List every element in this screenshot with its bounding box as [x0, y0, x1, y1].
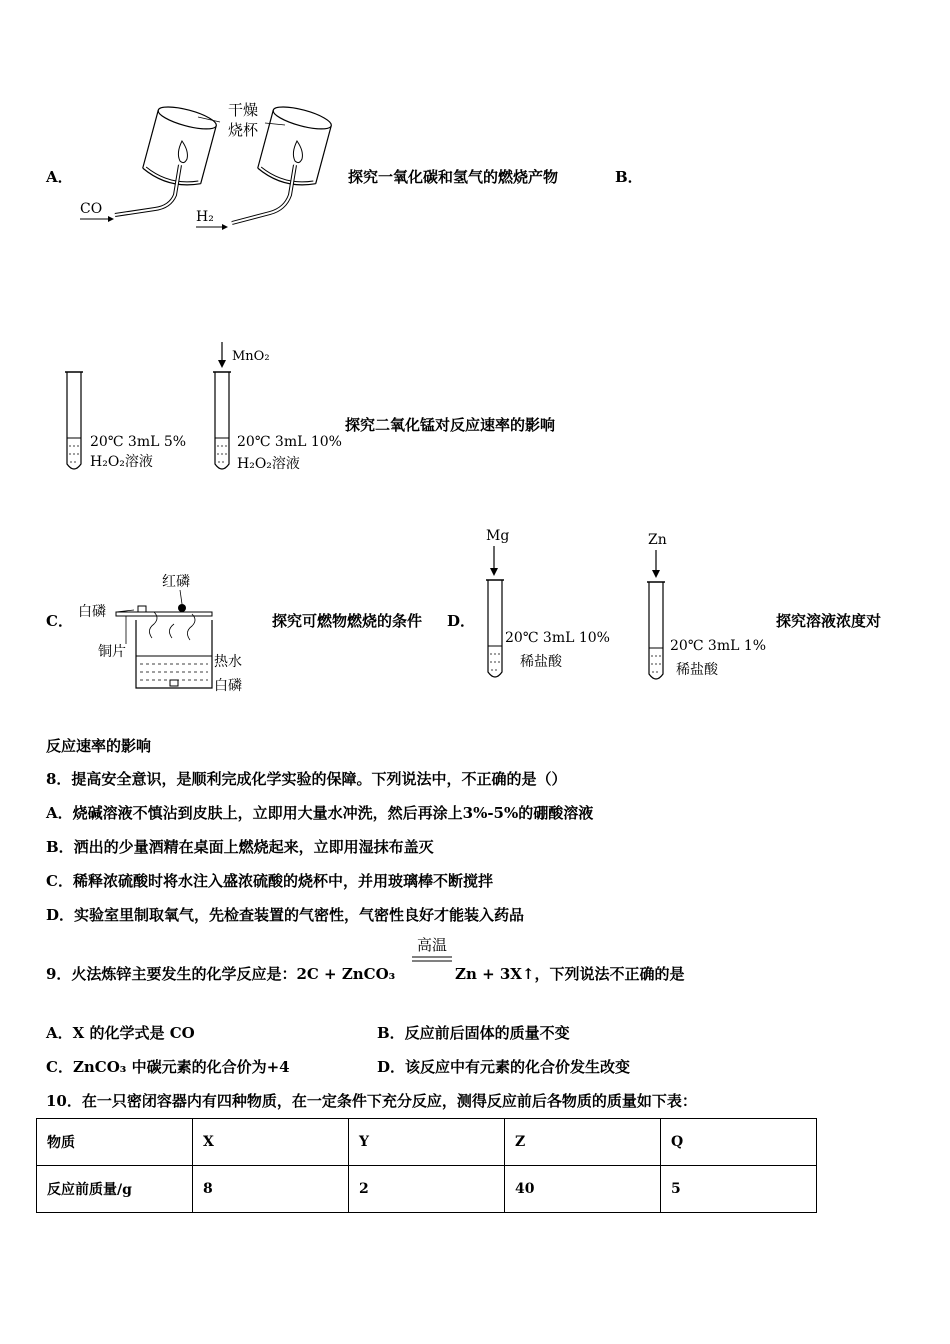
beaker-combustion-diagram [70, 95, 350, 235]
option-b-letter: B． [615, 168, 643, 186]
zn-tube-solution: 稀盐酸 [676, 662, 718, 678]
q9-option-c: C．ZnCO₃ 中碳元素的化合价为+4 [46, 1058, 290, 1076]
table-header-cell: Z [505, 1119, 661, 1166]
white-phosphorus-bottom-label: 白磷 [214, 678, 242, 694]
mass-table [36, 1118, 817, 1213]
equals-sign [412, 955, 452, 963]
dry-label: 干燥 [228, 101, 259, 119]
test-tube-10pct-hcl [486, 580, 504, 677]
test-tube-10pct [213, 372, 231, 469]
test-tube-5pct [65, 372, 83, 469]
option-d-description-1: 探究溶液浓度对 [776, 612, 882, 630]
table-header-cell: 物质 [37, 1119, 193, 1166]
table-row [37, 1166, 817, 1213]
gas-co-label: CO [80, 201, 103, 217]
test-tube-1pct-hcl [647, 582, 665, 679]
q9-reaction-condition: 高温 [416, 936, 447, 954]
q9-option-a: A．X 的化学式是 CO [46, 1024, 195, 1042]
zn-label: Zn [648, 532, 667, 548]
table-cell: 40 [505, 1166, 661, 1213]
hot-water-label: 热水 [214, 654, 242, 670]
option-a-description: 探究一氧化碳和氢气的燃烧产物 [348, 168, 559, 186]
red-phosphorus-label: 红磷 [162, 574, 190, 590]
q10-stem: 10．在一只密闭容器内有四种物质，在一定条件下充分反应，测得反应前后各物质的质量如下表： [46, 1092, 697, 1110]
table-cell: 2 [349, 1166, 505, 1213]
option-d-description-2: 反应速率的影响 [46, 737, 152, 755]
q8-option-d: D．实验室里制取氧气，先检查装置的气密性，气密性良好才能装入药品 [46, 906, 525, 924]
zn-tube-conditions: 20℃ 3mL 1% [670, 638, 767, 654]
q9-option-b: B．反应前后固体的质量不变 [377, 1024, 570, 1042]
copper-plate [116, 612, 212, 616]
beaker-label: 烧杯 [228, 121, 259, 139]
flame-2 [293, 141, 302, 163]
q8-option-c: C．稀释浓硫酸时将水注入盛浓硫酸的烧杯中，并用玻璃棒不断搅拌 [46, 872, 493, 890]
q8-option-b: B．洒出的少量酒精在桌面上燃烧起来，立即用湿抹布盖灭 [46, 838, 434, 856]
table-header-cell: Y [349, 1119, 505, 1166]
table-cell: 5 [661, 1166, 817, 1213]
mno2-label: MnO₂ [232, 349, 270, 364]
table-header-cell: Q [661, 1119, 817, 1166]
mg-tube-solution: 稀盐酸 [520, 654, 562, 670]
tube2-conditions: 20℃ 3mL 10% [237, 434, 342, 450]
table-cell: 8 [193, 1166, 349, 1213]
q9-stem-post: Zn + 3X↑，下列说法不正确的是 [455, 965, 685, 983]
mg-label: Mg [486, 528, 510, 544]
gas-h2-label: H₂ [196, 209, 214, 225]
option-d-letter: D． [447, 612, 476, 630]
tube2-solution: H₂O₂溶液 [237, 456, 300, 472]
combustion-conditions-diagram [76, 568, 266, 698]
copper-plate-label: 铜片 [98, 644, 126, 660]
option-c-letter: C． [46, 612, 73, 630]
tube1-solution: H₂O₂溶液 [90, 454, 153, 470]
q8-option-a: A．烧碱溶液不慎沾到皮肤上，立即用大量水冲洗，然后再涂上3%-5%的硼酸溶液 [46, 804, 594, 822]
acid-concentration-diagram [480, 522, 780, 692]
q9-option-d: D．该反应中有元素的化合价发生改变 [377, 1058, 631, 1076]
h2o2-test-tubes-diagram [60, 340, 350, 480]
option-a-letter: A． [46, 168, 73, 186]
table-cell: 反应前质量/g [37, 1166, 193, 1213]
q8-stem: 8．提高安全意识，是顺利完成化学实验的保障。下列说法中，不正确的是（） [46, 770, 567, 788]
tube1-conditions: 20℃ 3mL 5% [90, 434, 187, 450]
beaker [136, 620, 212, 688]
option-b-description: 探究二氧化锰对反应速率的影响 [345, 416, 556, 434]
mg-tube-conditions: 20℃ 3mL 10% [505, 630, 610, 646]
option-c-description: 探究可燃物燃烧的条件 [272, 612, 423, 630]
white-phosphorus-top-label: 白磷 [78, 604, 106, 620]
flame-1 [178, 141, 187, 163]
q9-stem-pre: 9．火法炼锌主要发生的化学反应是：2C + ZnCO₃ [46, 965, 396, 983]
table-header-cell: X [193, 1119, 349, 1166]
table-row [37, 1119, 817, 1166]
